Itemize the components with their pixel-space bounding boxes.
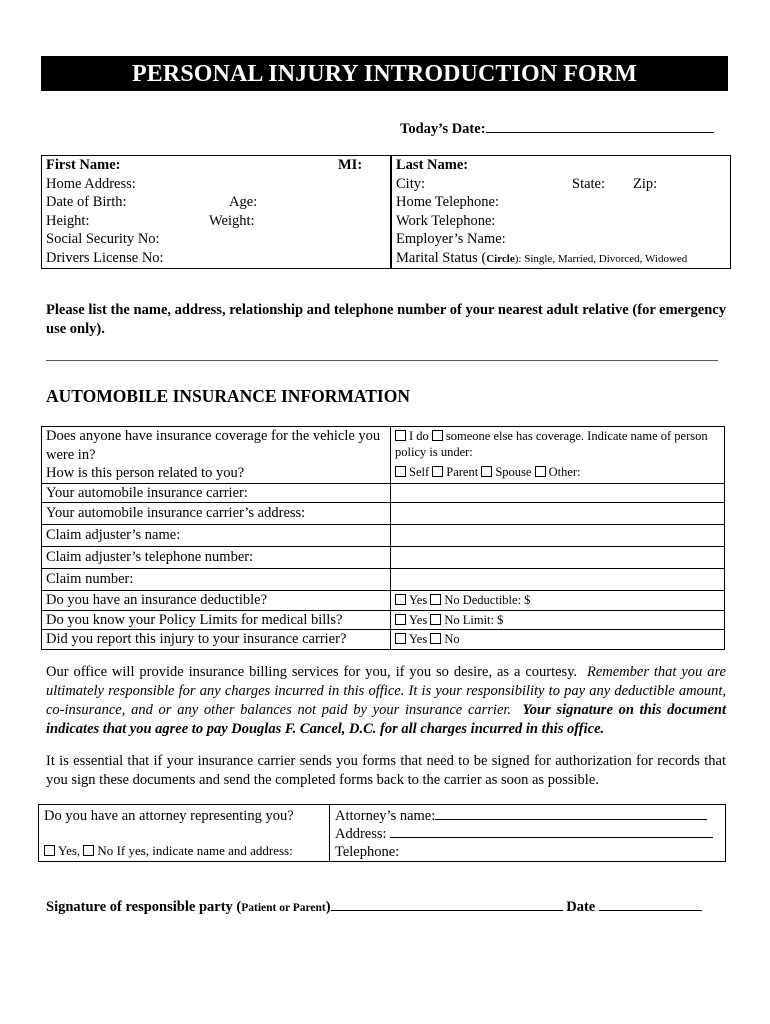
home-address-label: Home Address: (46, 175, 136, 192)
q-adjuster-tel: Claim adjuster’s telephone number: (42, 547, 391, 569)
opt-parent: Parent (446, 465, 479, 479)
age-label: Age: (229, 194, 258, 211)
state-label: State: (572, 175, 606, 192)
deductible-yes: Yes (409, 593, 428, 607)
q-carrier-address: Your automobile insurance carrier’s address: (42, 503, 391, 525)
parent-checkbox[interactable] (432, 466, 443, 477)
limits-yes-checkbox[interactable] (395, 614, 406, 625)
reported-no: No (444, 632, 460, 646)
attorney-instruction: If yes, indicate name and address: (116, 843, 293, 858)
self-checkbox[interactable] (395, 466, 406, 477)
attorney-name-label: Attorney’s name: (335, 808, 436, 824)
claim-answer[interactable] (391, 569, 725, 591)
opt-self: Self (409, 465, 430, 479)
reported-yes-checkbox[interactable] (395, 633, 406, 644)
attorney-address-field[interactable] (390, 825, 713, 838)
q-reported: Did you report this injury to your insurance carrier? (42, 630, 391, 650)
limits-no-checkbox[interactable] (430, 614, 441, 625)
signature-label: Signature of responsible party ( (46, 899, 242, 915)
opt-spouse: Spouse (495, 465, 532, 479)
attorney-yes: Yes, (58, 843, 81, 858)
carrier-answer[interactable] (391, 483, 725, 503)
todays-date (400, 120, 714, 138)
billing-bold-italic: Your signature on this document indicates that you agree to pay Douglas F. Cancel, D.C. for all charges incurred in this office. (46, 702, 726, 737)
city-label: City: (396, 175, 426, 192)
q-coverage: Does anyone have insurance coverage for the vehicle you were in? (46, 428, 381, 463)
someone-else-checkbox[interactable] (432, 430, 443, 441)
opt-other: Other: (548, 465, 581, 479)
attorney-no-checkbox[interactable] (83, 845, 94, 856)
zip-label: Zip: (633, 175, 658, 192)
opt-i-do: I do (409, 429, 429, 443)
marital-options: ): Single, Married, Divorced, Widowed (514, 252, 688, 265)
relative-answer-line[interactable] (46, 352, 718, 361)
patient-info-table (41, 155, 731, 269)
form-title: PERSONAL INJURY INTRODUCTION FORM (41, 56, 728, 91)
carrier-address-answer[interactable] (391, 503, 725, 525)
dob-label: Date of Birth: (46, 194, 127, 211)
height-label: Height: (46, 212, 90, 229)
attorney-name-field[interactable] (435, 807, 707, 820)
other-checkbox[interactable] (535, 466, 546, 477)
marital-status-row (396, 249, 726, 268)
attorney-address-label: Address: (335, 826, 387, 842)
date-label: Date (566, 899, 596, 915)
spouse-checkbox[interactable] (481, 466, 492, 477)
todays-date-label: Today’s Date: (400, 121, 486, 137)
limit-label: Limit: $ (462, 612, 504, 627)
deductible-no: No (444, 593, 460, 607)
adjuster-answer[interactable] (391, 525, 725, 547)
signature-close: ) (325, 899, 331, 915)
reported-no-checkbox[interactable] (430, 633, 441, 644)
deductible-no-checkbox[interactable] (430, 594, 441, 605)
q-related: How is this person related to you? (46, 465, 245, 481)
marital-circle-note: Circle (486, 252, 515, 265)
q-carrier: Your automobile insurance carrier: (42, 483, 391, 503)
signature-row (46, 898, 702, 916)
billing-paragraph (46, 663, 726, 739)
attorney-question: Do you have an attorney representing you? (44, 808, 294, 824)
q-deductible: Do you have an insurance deductible? (42, 591, 391, 611)
last-name-label: Last Name: (396, 157, 469, 173)
billing-plain: Our office will provide insurance billing services for you, if you so desire, as a courtesy. (46, 664, 578, 680)
marital-status-label: Marital Status ( (396, 249, 487, 266)
attorney-phone-label: Telephone: (335, 844, 400, 860)
date-field[interactable] (599, 898, 702, 911)
adjuster-tel-answer[interactable] (391, 547, 725, 569)
dl-label: Drivers License No: (46, 249, 164, 266)
ssn-label: Social Security No: (46, 231, 160, 248)
deductible-yes-checkbox[interactable] (395, 594, 406, 605)
i-do-checkbox[interactable] (395, 430, 406, 441)
limits-no: No (444, 612, 460, 627)
signature-field[interactable] (331, 898, 563, 911)
weight-label: Weight: (209, 212, 255, 229)
forms-paragraph: It is essential that if your insurance carrier sends you forms that need to be signed for authorization for records that you sign these documents and send the completed forms back to the carrier as soon as possible. (46, 753, 726, 788)
signature-sub: Patient or Parent (241, 902, 326, 914)
q-adjuster: Claim adjuster’s name: (42, 525, 391, 547)
relative-prompt: Please list the name, address, relationship and telephone number of your nearest adult relative (for emergency use only). (46, 302, 726, 337)
insurance-table (41, 426, 725, 650)
deductible-label: Deductible: $ (462, 593, 531, 607)
home-telephone-label: Home Telephone: (396, 194, 500, 211)
attorney-no: No (97, 843, 114, 858)
q-claim: Claim number: (42, 569, 391, 591)
attorney-yes-checkbox[interactable] (44, 845, 55, 856)
opt-someone-else: someone else has coverage. Indicate name of person policy is under: (395, 429, 708, 459)
work-telephone-label: Work Telephone: (396, 212, 496, 229)
limits-yes: Yes (409, 612, 428, 627)
first-name-label: First Name: (46, 157, 121, 173)
billing-italic: Remember that you are ultimately responsible for any charges incurred in this office. It is your responsibility to pay any deductible amount, co-insurance, and or any other balances not paid by your insurance carrier. (46, 664, 726, 718)
employer-name-label: Employer’s Name: (396, 231, 506, 248)
mi-label: MI: (338, 157, 363, 173)
todays-date-field[interactable] (486, 120, 714, 133)
attorney-table (38, 804, 726, 862)
auto-insurance-heading: AUTOMOBILE INSURANCE INFORMATION (46, 386, 410, 406)
reported-yes: Yes (409, 632, 428, 646)
q-limits: Do you know your Policy Limits for medical bills? (42, 610, 391, 630)
